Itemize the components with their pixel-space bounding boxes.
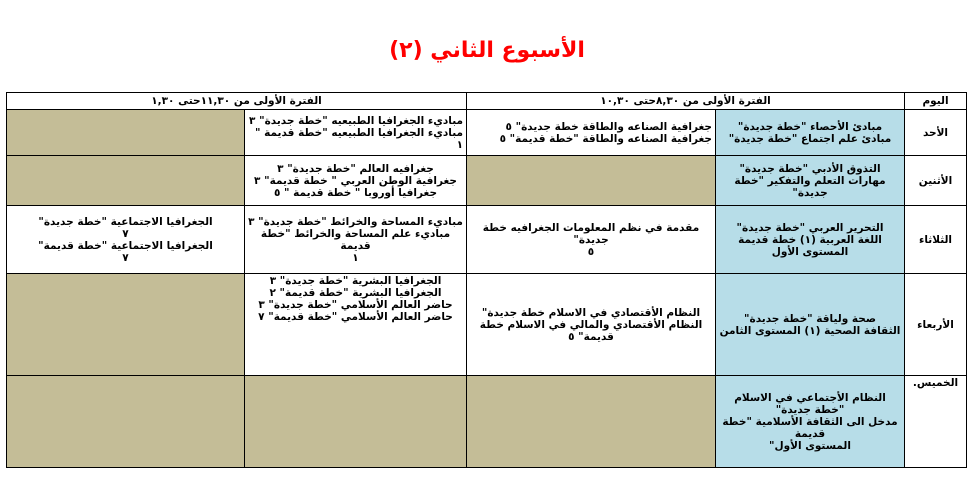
course-cell (245, 110, 467, 156)
empty-cell (7, 376, 245, 468)
header-day: اليوم (905, 93, 967, 110)
course-line: الجغرافيا الاجتماعية "خطة قديمة" (38, 239, 213, 252)
empty-cell (7, 274, 245, 376)
course-cell (716, 206, 905, 274)
course-cell (716, 110, 905, 156)
empty-cell (467, 156, 716, 206)
day-cell: الثلاثاء (905, 206, 967, 274)
course-line: اللغة العربية (١) خطة قديمة المستوى الأول (738, 233, 882, 258)
empty-cell (7, 110, 245, 156)
course-line: جغرافيه العالم "خطة جديدة" ٣ (277, 162, 434, 175)
course-line: مباديء علم المساحة والخرائط "خطة قديمة (260, 227, 451, 252)
course-line: مباديء الجغرافيا الطبيعيه "خطة جديدة" ٣ (249, 114, 463, 127)
table-row (7, 274, 967, 376)
course-line: مبادئ علم اجتماع "خطة جديدة" (728, 132, 892, 145)
course-line: ٥ (587, 245, 595, 258)
course-cell (716, 274, 905, 376)
course-line: حاضر العالم الأسلامي "خطة جديدة" ٣ (258, 299, 453, 311)
page-title: الأسبوع الثاني (٢) (389, 38, 585, 63)
day-cell: الأحد (905, 110, 967, 156)
course-line: مقدمة في نظم المعلومات الجغرافيه خطة جديدة" (482, 221, 700, 246)
course-line: الجغرافيا الاجتماعية "خطة جديدة" (38, 215, 213, 228)
empty-cell (245, 376, 467, 468)
course-line: مباديء المساحة والخرائط "خطة جديدة" ٣ (248, 215, 463, 228)
course-line: جغرافية الوطن العربي " خطة قديمة" ٣ (254, 174, 457, 187)
course-line: ١ (352, 251, 359, 264)
course-cell (467, 274, 716, 376)
course-line: التذوق الأدبي "خطة جديدة" (739, 162, 881, 175)
course-line: التحرير العربي "خطة جديدة" (736, 221, 884, 234)
schedule-table (6, 92, 967, 468)
empty-cell (467, 376, 716, 468)
course-line: المستوى الأول" (769, 439, 851, 452)
course-line: النظام الأجتماعي في الاسلام "خطة جديدة" (734, 391, 886, 416)
course-line: حاضر العالم الأسلامي "خطة قديمة" ٧ (258, 311, 453, 323)
course-cell (245, 156, 467, 206)
course-cell (7, 206, 245, 274)
course-line: مباديء الجغرافيا الطبيعيه "خطة قديمة " ١ (255, 126, 463, 151)
course-line: مهارات التعلم والتفكير "خطة جديدة" (734, 174, 886, 199)
course-line: جغرافية الصناعه والطاقة خطة جديدة" ٥ (505, 120, 712, 133)
table-row (7, 156, 967, 206)
table-row (7, 376, 967, 468)
course-line: ٧ (122, 227, 129, 240)
course-line: مبادئ الأحصاء "خطة جديدة" (737, 120, 883, 133)
course-line: الجغرافيا البشرية "خطة جديدة" ٣ (269, 275, 442, 287)
course-cell (467, 206, 716, 274)
course-cell (716, 156, 905, 206)
header-period1: الفترة الأولى من ٨,٣٠حتى ١٠,٣٠ (467, 93, 905, 110)
header-row (7, 93, 967, 110)
table-row (7, 110, 967, 156)
course-line: قديمة" ٥ (568, 330, 614, 343)
course-cell (467, 110, 716, 156)
course-cell (245, 274, 467, 376)
day-cell: الخميس. (905, 376, 967, 468)
course-line: جغرافيا أوروبا " خطة قديمة " ٥ (273, 186, 438, 199)
course-line: الثقافة الصحية (١) المستوى الثامن (719, 324, 901, 337)
course-line: ٧ (122, 251, 129, 264)
course-line: الجغرافيا البشرية "خطة قديمة" ٢ (269, 287, 442, 299)
empty-cell (7, 156, 245, 206)
course-line: النظام الأقتصادي والمالي في الاسلام خطة (479, 318, 703, 331)
header-period2: الفترة الأولى من ١١,٣٠حتى ١,٣٠ (7, 93, 467, 110)
course-cell (716, 376, 905, 468)
course-line: جغرافية الصناعه والطاقة "خطة قديمة" ٥ (499, 132, 712, 145)
course-line: صحة ولياقة "خطة جديدة" (744, 312, 876, 325)
table-row (7, 206, 967, 274)
course-cell (245, 206, 467, 274)
course-line: النظام الأقتصادي في الاسلام خطة جديدة" (481, 306, 701, 319)
day-cell: الأربعاء (905, 274, 967, 376)
day-cell: الأثنين (905, 156, 967, 206)
course-line: مدخل الى الثقافة الأسلامية "خطة قديمة (722, 415, 898, 440)
